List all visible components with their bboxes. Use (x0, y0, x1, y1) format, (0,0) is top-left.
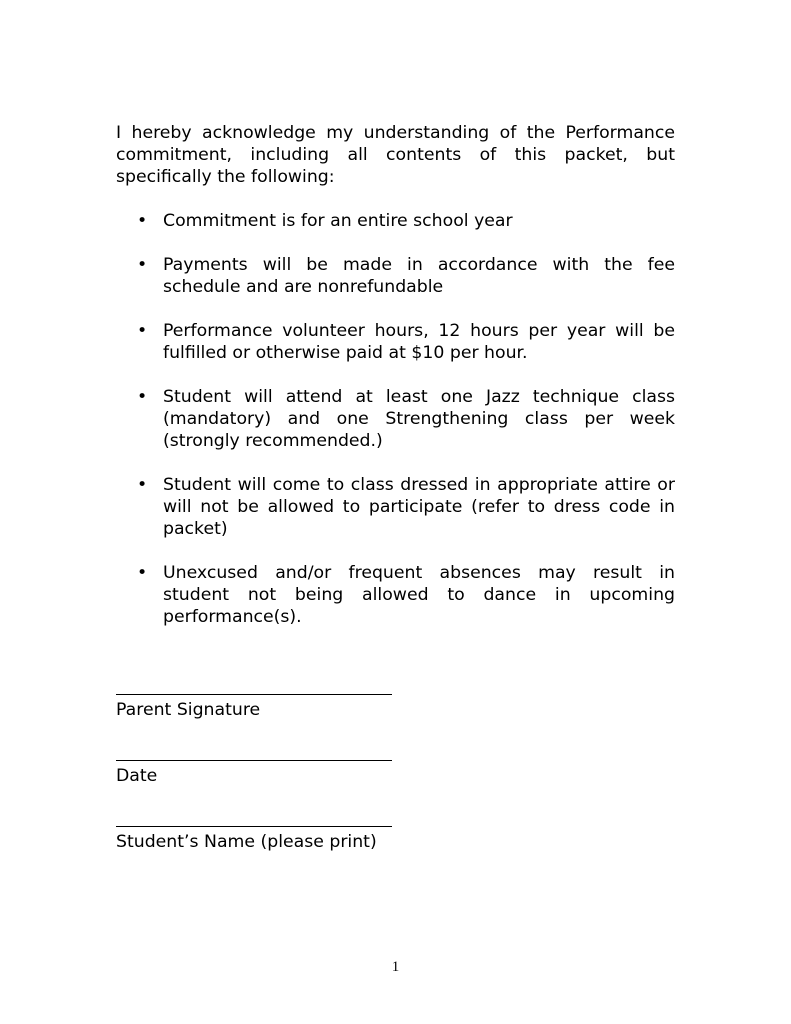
date-line (116, 760, 392, 761)
list-item-text: Unexcused and/or frequent absences may result in student not being allowed to dance in upcoming performance(s). (163, 563, 675, 627)
list-item (116, 254, 675, 298)
bullet-icon: • (137, 475, 148, 495)
date-block (116, 760, 396, 787)
list-item-text: Student will come to class dressed in appropriate attire or will not be allowed to participate (refer to dress code in packet) (163, 475, 675, 539)
list-item (116, 320, 675, 364)
list-item-text: Commitment is for an entire school year (163, 211, 513, 231)
student-name-label: Student’s Name (please print) (116, 832, 377, 852)
list-item-text: Student will attend at least one Jazz technique class (mandatory) and one Strengthening class per week (strongly recommended.) (163, 387, 675, 451)
intro-paragraph: I hereby acknowledge my understanding of the Performance commitment, including all contents of this packet, but specifically the following: (116, 123, 675, 187)
parent-signature-line (116, 694, 392, 695)
acknowledgement-body (116, 122, 675, 628)
bullet-icon: • (137, 255, 148, 275)
list-item (116, 386, 675, 452)
list-item-text: Payments will be made in accordance with the fee schedule and are nonrefundable (163, 255, 675, 297)
list-item (116, 474, 675, 540)
list-item (116, 562, 675, 628)
bullet-icon: • (137, 387, 148, 407)
student-name-line (116, 826, 392, 827)
list-item-text: Performance volunteer hours, 12 hours per year will be fulfilled or otherwise paid at $10 per hour. (163, 321, 675, 363)
list-item (116, 210, 675, 232)
bullet-icon: • (137, 211, 148, 231)
bullet-icon: • (137, 321, 148, 341)
commitment-list (116, 210, 675, 628)
parent-signature-label: Parent Signature (116, 700, 261, 720)
student-name-block (116, 826, 396, 853)
parent-signature-block (116, 694, 396, 721)
page-number: 1 (391, 959, 400, 975)
bullet-icon: • (137, 563, 148, 583)
date-label: Date (116, 766, 158, 786)
